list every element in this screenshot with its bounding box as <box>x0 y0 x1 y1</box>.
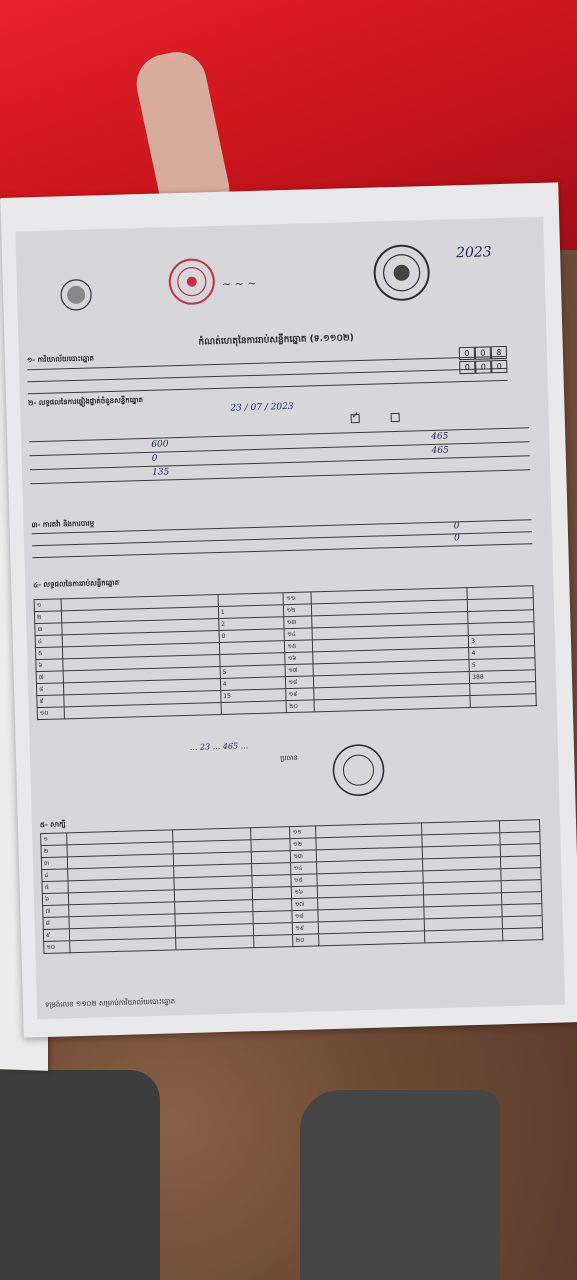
totals-line: ... 23 ... 465 ... <box>189 741 249 752</box>
row-number: ១៤ <box>285 628 313 641</box>
row-number: ១៤ <box>291 862 317 875</box>
vote-count: 1 <box>218 605 284 619</box>
row-number: ១៣ <box>291 850 317 863</box>
protest-count: 0 <box>453 521 460 532</box>
count-received: 600 <box>151 439 169 450</box>
witness-signature <box>252 887 292 900</box>
row-number: ៦ <box>36 659 64 672</box>
row-number: ១៣ <box>284 616 312 629</box>
vote-count: 4 <box>220 677 286 691</box>
vote-count: 15 <box>221 689 287 703</box>
witness-party <box>425 929 503 943</box>
witness-signature <box>502 892 542 905</box>
vote-count: 4 <box>469 646 535 660</box>
row-number: ៧ <box>36 671 64 684</box>
vote-count <box>470 694 536 708</box>
witness-signature <box>502 916 542 929</box>
royal-emblem-icon <box>59 277 94 312</box>
count-used: 465 <box>431 431 449 443</box>
witness-signature <box>252 899 292 912</box>
row-number: ១៨ <box>292 910 318 923</box>
row-number: ១៩ <box>293 922 319 935</box>
checkbox-checked <box>351 414 360 423</box>
witness-signature <box>500 832 540 845</box>
section-4-heading: ៤- លទ្ធផលនៃការរាប់សន្លឹកឆ្នោត <box>33 578 120 590</box>
witness-signature <box>252 875 292 888</box>
witness-signature <box>253 923 293 936</box>
row-number: ១១ <box>283 592 311 605</box>
row-number: ១៩ <box>286 688 314 701</box>
red-stamp-icon <box>166 256 217 307</box>
witness-signature <box>500 844 540 857</box>
witness-name <box>319 931 425 946</box>
row-number: ១៨ <box>286 676 314 689</box>
form-title: កំណត់ហេតុនៃការរាប់សន្លឹកឆ្នោត (ទ.១១០២) <box>198 333 354 348</box>
row-number: ៣ <box>35 623 63 636</box>
vote-count: 5 <box>220 665 286 679</box>
form-sheet <box>15 217 565 1019</box>
row-number: ២០ <box>287 700 315 713</box>
handwritten-year: 2023 <box>455 244 492 262</box>
code-digit: 0 <box>459 361 475 374</box>
witness-party <box>175 936 253 950</box>
person-leg-right <box>300 1090 500 1280</box>
section-1-heading: ១- ការិយាល័យបោះឆ្នោត <box>26 354 95 365</box>
row-number: ៨ <box>36 683 64 696</box>
row-number: ១ <box>41 833 67 846</box>
witness-signature <box>251 851 291 864</box>
row-number: ១ <box>34 599 62 612</box>
row-number: ៨ <box>43 917 69 930</box>
row-number: ១៥ <box>285 640 313 653</box>
protest-count: 0 <box>453 533 460 544</box>
row-number: ១៦ <box>285 652 313 665</box>
row-number: ១៧ <box>286 664 314 677</box>
row-number: ១០ <box>44 941 70 954</box>
section-3-heading: ៣- ការតវ៉ា និងការបារម្ភ <box>31 519 95 530</box>
code-digit: 0 <box>459 347 475 360</box>
date-handwritten: 23 / 07 / 2023 <box>230 401 294 414</box>
row-number: ៦ <box>42 893 68 906</box>
count-cancelled: 135 <box>151 467 170 478</box>
count-valid: 465 <box>431 445 449 457</box>
vote-count <box>221 701 287 715</box>
row-number: ១០ <box>37 707 65 720</box>
vote-count: 388 <box>470 670 536 684</box>
row-number: ១៥ <box>291 874 317 887</box>
row-number: ១៧ <box>292 898 318 911</box>
seal-stamp-icon <box>330 741 388 799</box>
person-leg-left <box>0 1070 160 1280</box>
row-number: ២ <box>34 611 62 624</box>
row-number: ២ <box>41 845 67 858</box>
code-digit: 0 <box>475 360 491 373</box>
code-digit: 8 <box>491 346 507 359</box>
vote-count: 5 <box>469 658 535 672</box>
row-number: ១២ <box>284 604 312 617</box>
election-form-paper <box>0 182 577 1037</box>
row-number: ៣ <box>41 857 67 870</box>
row-number: ៧ <box>43 905 69 918</box>
witness-signature <box>503 928 543 941</box>
stamp-signature: ~ ~ ~ <box>221 276 257 291</box>
vote-count: 2 <box>219 617 285 631</box>
vote-count: 0 <box>219 629 285 643</box>
code-digit: 0 <box>491 360 507 373</box>
vote-count: 3 <box>469 634 535 648</box>
row-number: ៩ <box>37 695 65 708</box>
witness-signature <box>251 839 291 852</box>
seal-stamp-icon <box>371 242 433 304</box>
footer-note: ទម្រង់លេខ ១១០២ សម្រាប់ការិយាល័យបោះឆ្នោត <box>44 997 176 1010</box>
row-number: ១៦ <box>292 886 318 899</box>
witness-name <box>70 938 176 953</box>
witness-signature <box>501 856 541 869</box>
row-number: ៤ <box>42 869 68 882</box>
row-number: ៥ <box>35 647 63 660</box>
witness-table <box>40 819 543 954</box>
row-number: ១២ <box>290 838 316 851</box>
count-unused: 0 <box>151 453 158 464</box>
section-2-heading: ២- លទ្ធផលនៃការផ្ទៀងផ្ទាត់ចំនួនសន្លឹកឆ្នោត <box>28 396 144 408</box>
results-table <box>34 585 537 720</box>
row-number: ២០ <box>293 934 319 947</box>
row-number: ៥ <box>42 881 68 894</box>
code-digit: 0 <box>475 346 491 359</box>
witness-signature <box>253 935 293 948</box>
row-number: ៩ <box>43 929 69 942</box>
signature-label: ប្រធាន <box>280 753 298 763</box>
row-number: ៤ <box>35 635 63 648</box>
row-number: ១១ <box>290 826 316 839</box>
checkbox <box>391 413 400 422</box>
section-5-heading: ៥- សាក្សី <box>39 820 66 830</box>
witness-signature <box>501 880 541 893</box>
